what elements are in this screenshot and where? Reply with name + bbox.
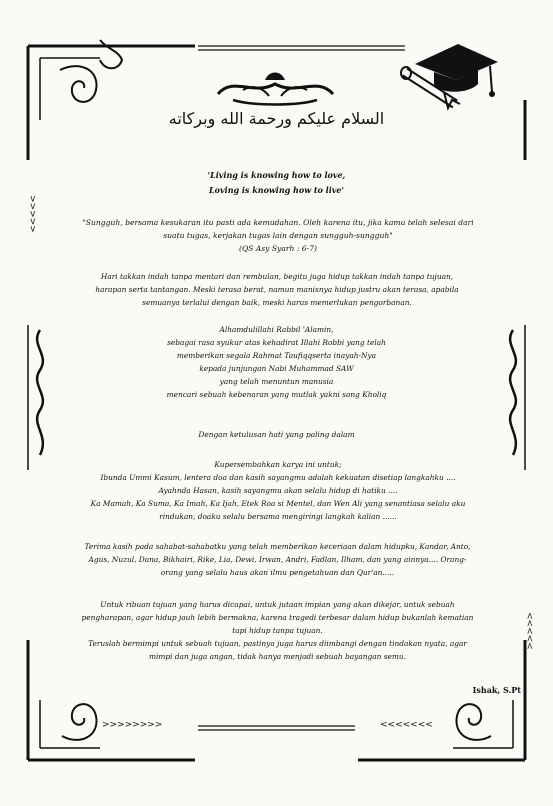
gratitude-block — [60, 323, 493, 401]
verse-reference: (QS Asy Syarh : 6-7) — [238, 244, 317, 253]
friends-paragraph: Terima kasih pada sahabat-sahabatku yang telah memberikan keceriaan dalam hidupku, Kandar, Anto, Agus, Nuzul, Dana, Bikhairi, Rike, Lia, Dewi, Irwan, Andri, Fadlan, Ilham, dan yang ainnya.... Orang-orang yang selalu haus akan ilmu pengetahuan dan Qur'an..... — [84, 542, 471, 577]
signature: Ishak, S.Pt — [472, 685, 521, 695]
gratitude-line: memberikan segala Rahmat Taufiqqserta inayah-Nya — [176, 351, 377, 360]
svg-text:<<<<<: <<<<< — [524, 612, 534, 650]
dedication-block — [88, 458, 468, 523]
dedication-line: Ayahnda Hasan, kasih sayangmu akan selalu hidup di hatiku .... — [158, 486, 398, 495]
quran-verse — [78, 216, 478, 255]
closing-paragraph: Untuk ribuan tujuan yang harus dicapai, untuk jutaan impian yang akan dikejar, untuk sebuah pengharapan, agar hidup jauh lebih bermakna, karena tragedi terbesar dalam hidup bukanlah kematian tapi hidup tanpa tujuan. — [81, 600, 474, 635]
svg-text:<<<<<<<: <<<<<<< — [380, 720, 433, 730]
closing-block — [80, 598, 475, 663]
gratitude-line: kepada junjungan Nabi Muhammad SAW — [199, 364, 354, 373]
gratitude-line: mencari sebuah kebenaran yang mutlak yakni sang Kholiq — [166, 390, 387, 399]
dedication-line: Kupersembahkan karya ini untuk; — [214, 460, 342, 469]
svg-text:>>>>>>>>: >>>>>>>> — [102, 720, 163, 730]
dedication-line: Ka Mamah, Ka Suma, Ka Imah, Ka Ijah, Etek Roa si Mentel, dan Wen Ali yang senantiasa selalu aku rindukan, doaku selalu bersama mengiringi langkah kalian ...... — [90, 499, 466, 521]
opening-quote — [60, 168, 493, 198]
closing-paragraph: Teruslah bermimpi untuk sebuah tujuan, pastinya juga harus diimbangi dengan tindakan nyata, agar mimpi dan juga angan, tidak hanya menjadi sebuah bayangan semu. — [88, 639, 467, 661]
heart-line: Dengan ketulusan hati yang paling dalam — [198, 430, 355, 439]
gratitude-line: yang telah menuntun manusia — [219, 377, 334, 386]
intro-paragraph: Hari takkan indah tanpa mentari dan rembulan, begitu juga hidup takkan indah tanpa tujuan, harapan serta tantangan. Meski terasa berat, namun manisnya hidup justru akan terasa, apabila semuanya terlalui dengan baik, meski harus memerlukan pengorbanan. — [95, 272, 459, 307]
gratitude-line: Alhamdulillahi Rabbil 'Alamin, — [219, 325, 334, 334]
dedication-line: Ibunda Ummi Kasum, lentera doa dan kasih sayangmu adalah kekuatan disetiap langkahku .... — [100, 473, 456, 482]
dedication-content — [60, 0, 493, 806]
quote-line: Loving is knowing how to live' — [209, 185, 344, 195]
verse-text: "Sungguh, bersama kesukaran itu pasti ada kemudahan. Oleh karena itu, jika kamu telah selesai dari suatu tugas, kerjakan tugas lain dengan sungguh-sungguh" — [82, 218, 474, 240]
gratitude-line: sebagai rasa syukur atas kehadirat Illahi Robbi yang telah — [167, 338, 386, 347]
svg-text:>>>>>: >>>>> — [27, 195, 37, 233]
quote-line: 'Living is knowing how to love, — [207, 170, 346, 180]
arabic-greeting: السلام عليكم ورحمة الله وبركاته — [168, 109, 385, 128]
